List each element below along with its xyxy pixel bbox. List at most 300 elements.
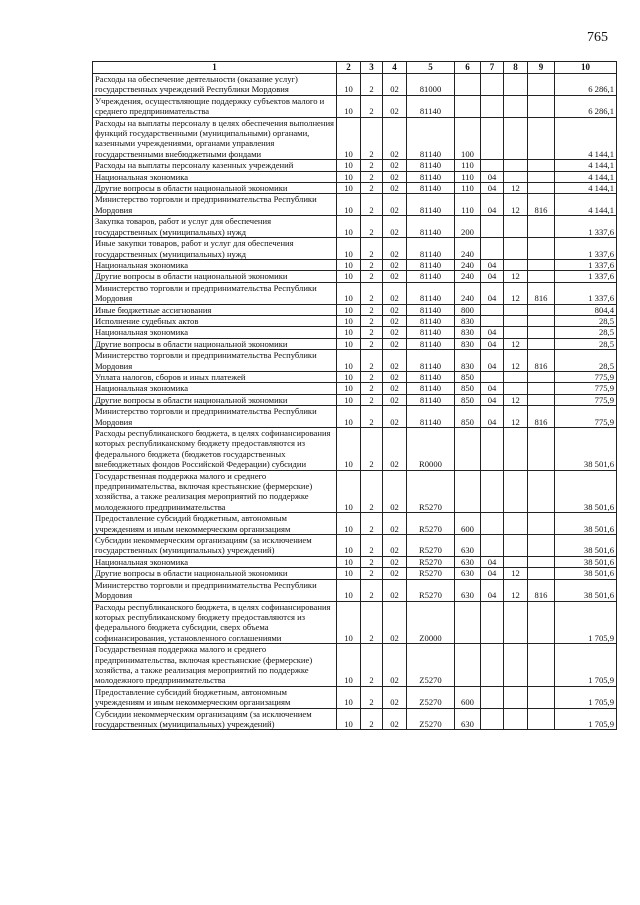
column-header: 6 [455, 62, 481, 74]
code-8-cell: 12 [504, 579, 528, 601]
code-7-cell: 04 [481, 171, 504, 182]
code-3-cell: 2 [361, 282, 383, 304]
code-4-cell: 02 [383, 315, 407, 326]
code-9-cell [528, 686, 555, 708]
code-4-cell: 02 [383, 216, 407, 238]
code-8-cell: 12 [504, 271, 528, 282]
code-7-cell [481, 686, 504, 708]
table-row [93, 686, 617, 708]
amount-cell: 804,4 [555, 304, 617, 315]
table-row [93, 601, 617, 644]
code-2-cell: 10 [337, 194, 361, 216]
code-6-cell: 240 [455, 282, 481, 304]
code-4-cell: 02 [383, 194, 407, 216]
table-row [93, 513, 617, 535]
code-7-cell: 04 [481, 183, 504, 194]
code-7-cell [481, 216, 504, 238]
code-2-cell: 10 [337, 315, 361, 326]
code-6-cell: 110 [455, 194, 481, 216]
code-5-cell: R5270 [407, 470, 455, 513]
code-3-cell: 2 [361, 171, 383, 182]
code-3-cell: 2 [361, 271, 383, 282]
code-9-cell [528, 428, 555, 471]
amount-cell: 4 144,1 [555, 160, 617, 171]
item-name-cell: Расходы на выплаты персоналу в целях обеспечения выполнения функций государственными (муниципальными) органами, казенными учреждениями, органами управления государственными внебюджетными фондами [93, 117, 337, 160]
code-7-cell: 04 [481, 406, 504, 428]
table-row [93, 74, 617, 96]
code-6-cell [455, 601, 481, 644]
code-6-cell: 200 [455, 216, 481, 238]
table-row [93, 428, 617, 471]
code-2-cell: 10 [337, 271, 361, 282]
code-5-cell: 81140 [407, 160, 455, 171]
code-8-cell [504, 117, 528, 160]
code-4-cell: 02 [383, 686, 407, 708]
code-6-cell [455, 428, 481, 471]
code-9-cell [528, 271, 555, 282]
code-7-cell: 04 [481, 194, 504, 216]
code-3-cell: 2 [361, 470, 383, 513]
code-5-cell: 81140 [407, 117, 455, 160]
table-row [93, 216, 617, 238]
code-2-cell: 10 [337, 160, 361, 171]
code-5-cell: R0000 [407, 428, 455, 471]
code-6-cell: 800 [455, 304, 481, 315]
item-name-cell: Уплата налогов, сборов и иных платежей [93, 371, 337, 382]
code-4-cell: 02 [383, 601, 407, 644]
code-5-cell: 81140 [407, 350, 455, 372]
column-header: 5 [407, 62, 455, 74]
amount-cell: 4 144,1 [555, 183, 617, 194]
code-3-cell: 2 [361, 350, 383, 372]
code-3-cell: 2 [361, 315, 383, 326]
code-3-cell: 2 [361, 579, 383, 601]
code-3-cell: 2 [361, 160, 383, 171]
column-header: 3 [361, 62, 383, 74]
table-row [93, 394, 617, 405]
code-5-cell: 81140 [407, 171, 455, 182]
item-name-cell: Учреждения, осуществляющие поддержку субъектов малого и среднего предпринимательства [93, 95, 337, 117]
column-header: 8 [504, 62, 528, 74]
code-3-cell: 2 [361, 259, 383, 270]
table-header-row [93, 62, 617, 74]
code-4-cell: 02 [383, 327, 407, 338]
code-7-cell [481, 708, 504, 730]
code-4-cell: 02 [383, 95, 407, 117]
code-3-cell: 2 [361, 568, 383, 579]
table-row [93, 183, 617, 194]
code-8-cell [504, 708, 528, 730]
code-6-cell: 850 [455, 406, 481, 428]
item-name-cell: Государственная поддержка малого и среднего предпринимательства, включая крестьянские (фермерские) хозяйства, а также реализация мероприятий по поддержке молодежного предпринимательства [93, 644, 337, 687]
code-4-cell: 02 [383, 238, 407, 260]
code-2-cell: 10 [337, 371, 361, 382]
code-8-cell [504, 686, 528, 708]
table-row [93, 371, 617, 382]
code-6-cell: 600 [455, 686, 481, 708]
code-5-cell: 81140 [407, 194, 455, 216]
code-8-cell [504, 259, 528, 270]
amount-cell: 775,9 [555, 383, 617, 394]
amount-cell: 1 705,9 [555, 686, 617, 708]
code-5-cell: R5270 [407, 568, 455, 579]
code-4-cell: 02 [383, 428, 407, 471]
code-5-cell: 81000 [407, 74, 455, 96]
amount-cell: 775,9 [555, 406, 617, 428]
item-name-cell: Субсидии некоммерческим организациям (за исключением государственных (муниципальных) учреждений) [93, 708, 337, 730]
code-2-cell: 10 [337, 282, 361, 304]
table-row [93, 644, 617, 687]
item-name-cell: Предоставление субсидий бюджетным, автономным учреждениям и иным некоммерческим организациям [93, 686, 337, 708]
code-4-cell: 02 [383, 513, 407, 535]
item-name-cell: Исполнение судебных актов [93, 315, 337, 326]
code-7-cell: 04 [481, 556, 504, 567]
code-9-cell [528, 183, 555, 194]
code-8-cell: 12 [504, 394, 528, 405]
code-8-cell [504, 428, 528, 471]
amount-cell: 4 144,1 [555, 117, 617, 160]
code-6-cell: 110 [455, 171, 481, 182]
code-8-cell [504, 95, 528, 117]
budget-table [92, 61, 617, 730]
code-5-cell: Z0000 [407, 601, 455, 644]
code-2-cell: 10 [337, 428, 361, 471]
amount-cell: 1 337,6 [555, 259, 617, 270]
item-name-cell: Министерство торговли и предпринимательства Республики Мордовия [93, 282, 337, 304]
code-3-cell: 2 [361, 304, 383, 315]
code-3-cell: 2 [361, 394, 383, 405]
code-7-cell: 04 [481, 350, 504, 372]
table-row [93, 95, 617, 117]
item-name-cell: Министерство торговли и предпринимательства Республики Мордовия [93, 194, 337, 216]
code-3-cell: 2 [361, 338, 383, 349]
code-8-cell [504, 327, 528, 338]
code-7-cell: 04 [481, 338, 504, 349]
item-name-cell: Национальная экономика [93, 327, 337, 338]
item-name-cell: Другие вопросы в области национальной экономики [93, 271, 337, 282]
code-4-cell: 02 [383, 579, 407, 601]
table-row [93, 579, 617, 601]
code-7-cell [481, 315, 504, 326]
code-3-cell: 2 [361, 95, 383, 117]
table-row [93, 350, 617, 372]
code-7-cell [481, 95, 504, 117]
code-2-cell: 10 [337, 327, 361, 338]
code-4-cell: 02 [383, 117, 407, 160]
amount-cell: 38 501,6 [555, 568, 617, 579]
code-5-cell: Z5270 [407, 708, 455, 730]
item-name-cell: Предоставление субсидий бюджетным, автономным учреждениям и иным некоммерческим организациям [93, 513, 337, 535]
table-row [93, 406, 617, 428]
code-9-cell [528, 383, 555, 394]
code-8-cell [504, 304, 528, 315]
column-header: 2 [337, 62, 361, 74]
code-4-cell: 02 [383, 556, 407, 567]
code-9-cell [528, 216, 555, 238]
amount-cell: 28,5 [555, 327, 617, 338]
code-5-cell: 81140 [407, 216, 455, 238]
code-3-cell: 2 [361, 556, 383, 567]
code-3-cell: 2 [361, 74, 383, 96]
code-4-cell: 02 [383, 394, 407, 405]
code-3-cell: 2 [361, 194, 383, 216]
table-row [93, 117, 617, 160]
code-5-cell: R5270 [407, 513, 455, 535]
code-4-cell: 02 [383, 568, 407, 579]
amount-cell: 38 501,6 [555, 513, 617, 535]
amount-cell: 38 501,6 [555, 535, 617, 557]
code-8-cell [504, 644, 528, 687]
code-7-cell [481, 371, 504, 382]
code-7-cell: 04 [481, 271, 504, 282]
code-9-cell: 816 [528, 194, 555, 216]
amount-cell: 28,5 [555, 338, 617, 349]
table-row [93, 315, 617, 326]
code-2-cell: 10 [337, 644, 361, 687]
code-9-cell [528, 74, 555, 96]
code-6-cell: 830 [455, 327, 481, 338]
code-7-cell [481, 535, 504, 557]
code-8-cell [504, 238, 528, 260]
table-row [93, 238, 617, 260]
code-4-cell: 02 [383, 371, 407, 382]
code-6-cell: 850 [455, 371, 481, 382]
code-8-cell [504, 171, 528, 182]
code-3-cell: 2 [361, 428, 383, 471]
code-5-cell: 81140 [407, 95, 455, 117]
code-6-cell: 630 [455, 535, 481, 557]
code-3-cell: 2 [361, 601, 383, 644]
code-9-cell [528, 708, 555, 730]
amount-cell: 38 501,6 [555, 428, 617, 471]
code-9-cell [528, 238, 555, 260]
code-9-cell [528, 568, 555, 579]
code-9-cell [528, 556, 555, 567]
code-3-cell: 2 [361, 117, 383, 160]
code-8-cell: 12 [504, 406, 528, 428]
code-7-cell: 04 [481, 327, 504, 338]
code-8-cell: 12 [504, 350, 528, 372]
code-4-cell: 02 [383, 183, 407, 194]
code-8-cell [504, 470, 528, 513]
code-7-cell [481, 304, 504, 315]
code-6-cell: 830 [455, 338, 481, 349]
code-5-cell: 81140 [407, 406, 455, 428]
code-9-cell [528, 117, 555, 160]
code-4-cell: 02 [383, 350, 407, 372]
code-2-cell: 10 [337, 686, 361, 708]
code-9-cell [528, 304, 555, 315]
code-3-cell: 2 [361, 513, 383, 535]
code-7-cell [481, 117, 504, 160]
amount-cell: 1 705,9 [555, 644, 617, 687]
code-9-cell [528, 470, 555, 513]
code-7-cell: 04 [481, 394, 504, 405]
code-3-cell: 2 [361, 686, 383, 708]
code-5-cell: 81140 [407, 238, 455, 260]
code-2-cell: 10 [337, 259, 361, 270]
code-9-cell [528, 327, 555, 338]
code-5-cell: 81140 [407, 327, 455, 338]
item-name-cell: Расходы на обеспечение деятельности (оказание услуг) государственных учреждений Республики Мордовия [93, 74, 337, 96]
amount-cell: 775,9 [555, 394, 617, 405]
amount-cell: 1 337,6 [555, 271, 617, 282]
table-row [93, 259, 617, 270]
column-header: 4 [383, 62, 407, 74]
code-6-cell: 240 [455, 238, 481, 260]
code-4-cell: 02 [383, 282, 407, 304]
code-9-cell [528, 394, 555, 405]
code-2-cell: 10 [337, 579, 361, 601]
code-9-cell [528, 95, 555, 117]
amount-cell: 6 286,1 [555, 74, 617, 96]
code-5-cell: R5270 [407, 579, 455, 601]
code-4-cell: 02 [383, 644, 407, 687]
table-row [93, 338, 617, 349]
table-row [93, 282, 617, 304]
code-3-cell: 2 [361, 371, 383, 382]
item-name-cell: Национальная экономика [93, 383, 337, 394]
code-5-cell: Z5270 [407, 686, 455, 708]
code-4-cell: 02 [383, 406, 407, 428]
table-row [93, 194, 617, 216]
item-name-cell: Субсидии некоммерческим организациям (за исключением государственных (муниципальных) учреждений) [93, 535, 337, 557]
code-8-cell [504, 160, 528, 171]
code-4-cell: 02 [383, 708, 407, 730]
code-7-cell [481, 644, 504, 687]
code-2-cell: 10 [337, 708, 361, 730]
code-9-cell [528, 315, 555, 326]
code-5-cell: 81140 [407, 338, 455, 349]
table-row [93, 568, 617, 579]
code-6-cell [455, 95, 481, 117]
code-7-cell [481, 160, 504, 171]
code-2-cell: 10 [337, 406, 361, 428]
code-6-cell: 850 [455, 383, 481, 394]
code-6-cell: 850 [455, 394, 481, 405]
code-6-cell [455, 74, 481, 96]
code-6-cell: 830 [455, 350, 481, 372]
code-6-cell: 240 [455, 259, 481, 270]
item-name-cell: Государственная поддержка малого и среднего предпринимательства, включая крестьянские (фермерские) хозяйства, а также реализация мероприятий по поддержке молодежного предпринимательства [93, 470, 337, 513]
code-3-cell: 2 [361, 708, 383, 730]
amount-cell: 38 501,6 [555, 470, 617, 513]
table-row [93, 556, 617, 567]
table-row [93, 271, 617, 282]
item-name-cell: Министерство торговли и предпринимательства Республики Мордовия [93, 350, 337, 372]
code-9-cell [528, 513, 555, 535]
code-2-cell: 10 [337, 338, 361, 349]
item-name-cell: Другие вопросы в области национальной экономики [93, 394, 337, 405]
amount-cell: 1 337,6 [555, 282, 617, 304]
code-8-cell: 12 [504, 568, 528, 579]
code-4-cell: 02 [383, 383, 407, 394]
amount-cell: 1 705,9 [555, 601, 617, 644]
code-8-cell: 12 [504, 338, 528, 349]
code-5-cell: 81140 [407, 282, 455, 304]
item-name-cell: Другие вопросы в области национальной экономики [93, 338, 337, 349]
column-header: 7 [481, 62, 504, 74]
code-8-cell [504, 601, 528, 644]
item-name-cell: Министерство торговли и предпринимательства Республики Мордовия [93, 406, 337, 428]
code-7-cell: 04 [481, 568, 504, 579]
code-8-cell: 12 [504, 183, 528, 194]
code-2-cell: 10 [337, 470, 361, 513]
item-name-cell: Национальная экономика [93, 259, 337, 270]
code-7-cell: 04 [481, 282, 504, 304]
code-2-cell: 10 [337, 117, 361, 160]
table-row [93, 160, 617, 171]
code-7-cell [481, 470, 504, 513]
column-header: 1 [93, 62, 337, 74]
code-9-cell [528, 259, 555, 270]
code-2-cell: 10 [337, 74, 361, 96]
code-6-cell: 830 [455, 315, 481, 326]
amount-cell: 1 705,9 [555, 708, 617, 730]
code-8-cell [504, 371, 528, 382]
code-9-cell [528, 535, 555, 557]
code-6-cell: 100 [455, 117, 481, 160]
table-row [93, 304, 617, 315]
item-name-cell: Другие вопросы в области национальной экономики [93, 183, 337, 194]
code-2-cell: 10 [337, 383, 361, 394]
code-6-cell: 630 [455, 568, 481, 579]
code-3-cell: 2 [361, 238, 383, 260]
code-3-cell: 2 [361, 183, 383, 194]
item-name-cell: Расходы на выплаты персоналу казенных учреждений [93, 160, 337, 171]
code-2-cell: 10 [337, 535, 361, 557]
table-row [93, 535, 617, 557]
code-8-cell [504, 216, 528, 238]
code-7-cell: 04 [481, 259, 504, 270]
code-6-cell: 110 [455, 183, 481, 194]
code-6-cell: 630 [455, 579, 481, 601]
column-header: 9 [528, 62, 555, 74]
code-4-cell: 02 [383, 271, 407, 282]
code-2-cell: 10 [337, 95, 361, 117]
code-8-cell: 12 [504, 282, 528, 304]
code-2-cell: 10 [337, 394, 361, 405]
code-5-cell: 81140 [407, 304, 455, 315]
item-name-cell: Расходы республиканского бюджета, в целях софинансирования которых республиканскому бюджету предоставляются из федерального бюджета (бюджетов государственных внебюджетных фондов Российской Федерации) субсидии [93, 428, 337, 471]
code-3-cell: 2 [361, 406, 383, 428]
code-7-cell [481, 238, 504, 260]
code-9-cell: 816 [528, 350, 555, 372]
code-9-cell [528, 160, 555, 171]
item-name-cell: Иные закупки товаров, работ и услуг для обеспечения государственных (муниципальных) нужд [93, 238, 337, 260]
code-5-cell: 81140 [407, 183, 455, 194]
code-2-cell: 10 [337, 513, 361, 535]
code-6-cell: 110 [455, 160, 481, 171]
code-6-cell [455, 470, 481, 513]
code-4-cell: 02 [383, 535, 407, 557]
table-row [93, 383, 617, 394]
table-row [93, 470, 617, 513]
code-5-cell: R5270 [407, 535, 455, 557]
amount-cell: 4 144,1 [555, 194, 617, 216]
column-header: 10 [555, 62, 617, 74]
code-5-cell: 81140 [407, 394, 455, 405]
table-row [93, 708, 617, 730]
code-7-cell [481, 74, 504, 96]
code-9-cell: 816 [528, 406, 555, 428]
code-3-cell: 2 [361, 327, 383, 338]
code-5-cell: 81140 [407, 371, 455, 382]
code-5-cell: 81140 [407, 315, 455, 326]
code-4-cell: 02 [383, 470, 407, 513]
amount-cell: 6 286,1 [555, 95, 617, 117]
amount-cell: 775,9 [555, 371, 617, 382]
